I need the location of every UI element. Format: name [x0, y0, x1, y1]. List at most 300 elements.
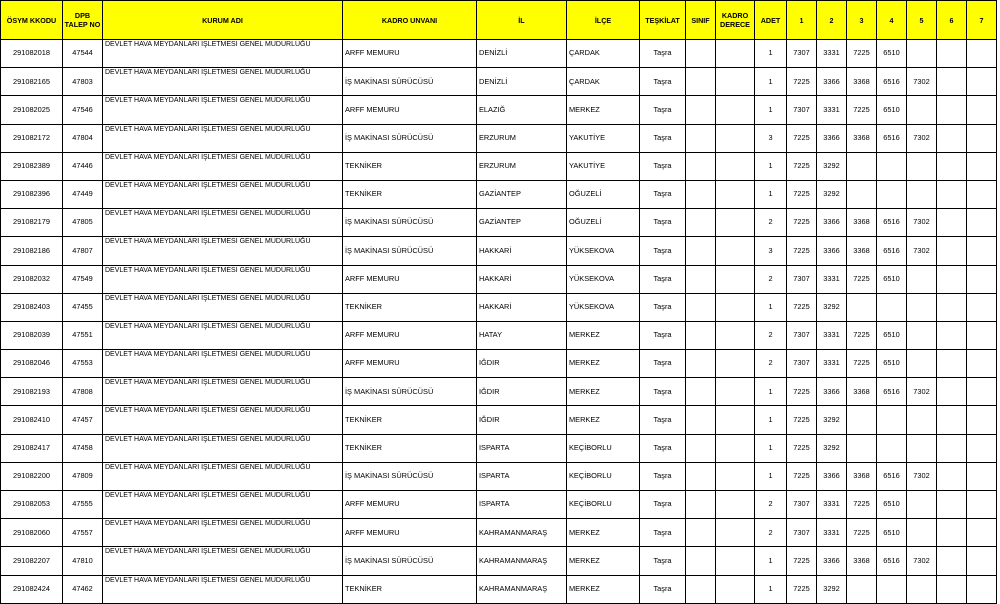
cell-col-5 [907, 434, 937, 462]
cell-ilce: KEÇİBORLU [567, 434, 640, 462]
cell-adet: 1 [755, 152, 787, 180]
cell-col-7 [967, 434, 997, 462]
cell-col-1: 7225 [787, 180, 817, 208]
cell-col-4 [877, 406, 907, 434]
cell-col-6 [937, 491, 967, 519]
cell-kurum-adi: DEVLET HAVA MEYDANLARI İŞLETMESİ GENEL MÜDÜRLÜĞÜ [103, 293, 343, 321]
cell-kadro-derece [716, 547, 755, 575]
cell-col-2: 3292 [817, 575, 847, 603]
cell-dpb-talep-no: 47803 [63, 68, 103, 96]
cell-teskilat: Taşra [640, 462, 686, 490]
cell-kurum-adi: DEVLET HAVA MEYDANLARI İŞLETMESİ GENEL MÜDÜRLÜĞÜ [103, 575, 343, 603]
cell-col-1: 7225 [787, 547, 817, 575]
cell-ilce: YAKUTİYE [567, 124, 640, 152]
cell-kadro-unvani: TEKNİKER [343, 293, 477, 321]
cell-sinif [686, 68, 716, 96]
cell-adet: 1 [755, 547, 787, 575]
cell-col-7 [967, 237, 997, 265]
cell-kadro-derece [716, 96, 755, 124]
cell-col-5 [907, 350, 937, 378]
cell-kadro-derece [716, 462, 755, 490]
cell-kadro-derece [716, 152, 755, 180]
cell-col-7 [967, 152, 997, 180]
cell-col-6 [937, 209, 967, 237]
cell-col-7 [967, 547, 997, 575]
cell-adet: 1 [755, 462, 787, 490]
cell-col-3: 7225 [847, 519, 877, 547]
cell-col-1: 7225 [787, 575, 817, 603]
cell-col-5: 7302 [907, 237, 937, 265]
cell-kurum-adi: DEVLET HAVA MEYDANLARI İŞLETMESİ GENEL MÜDÜRLÜĞÜ [103, 152, 343, 180]
cell-kadro-derece [716, 321, 755, 349]
cell-kadro-derece [716, 491, 755, 519]
cell-sinif [686, 547, 716, 575]
cell-teskilat: Taşra [640, 491, 686, 519]
table-row [1, 434, 997, 462]
header-dpb-talep-no: DPB TALEP NO [63, 1, 103, 40]
cell-dpb-talep-no: 47549 [63, 265, 103, 293]
cell-col-1: 7225 [787, 152, 817, 180]
cell-adet: 1 [755, 96, 787, 124]
cell-ilce: YÜKSEKOVA [567, 293, 640, 321]
cell-ilce: YÜKSEKOVA [567, 265, 640, 293]
cell-adet: 1 [755, 293, 787, 321]
cell-kadro-derece [716, 434, 755, 462]
table-header [1, 1, 997, 40]
header-sinif: SINIF [686, 1, 716, 40]
cell-kadro-unvani: ARFF MEMURU [343, 519, 477, 547]
cell-col-4 [877, 293, 907, 321]
cell-dpb-talep-no: 47458 [63, 434, 103, 462]
cell-col-3: 7225 [847, 265, 877, 293]
cell-kurum-adi: DEVLET HAVA MEYDANLARI İŞLETMESİ GENEL MÜDÜRLÜĞÜ [103, 491, 343, 519]
cell-col-1: 7307 [787, 265, 817, 293]
cell-il: IĞDIR [477, 378, 567, 406]
cell-col-3 [847, 434, 877, 462]
cell-col-3: 7225 [847, 350, 877, 378]
cell-ilce: MERKEZ [567, 547, 640, 575]
table-row [1, 321, 997, 349]
cell-col-7 [967, 378, 997, 406]
cell-osym-kodu: 291082039 [1, 321, 63, 349]
table-row [1, 293, 997, 321]
cell-teskilat: Taşra [640, 350, 686, 378]
cell-adet: 2 [755, 350, 787, 378]
cell-col-3: 3368 [847, 462, 877, 490]
cell-col-3 [847, 180, 877, 208]
cell-col-4: 6516 [877, 209, 907, 237]
cell-il: KAHRAMANMARAŞ [477, 519, 567, 547]
cell-col-4: 6510 [877, 350, 907, 378]
cell-col-1: 7225 [787, 68, 817, 96]
cell-il: HAKKARİ [477, 265, 567, 293]
cell-sinif [686, 406, 716, 434]
cell-osym-kodu: 291082207 [1, 547, 63, 575]
header-teskilat: TEŞKİLAT [640, 1, 686, 40]
cell-osym-kodu: 291082060 [1, 519, 63, 547]
cell-col-2: 3292 [817, 293, 847, 321]
cell-col-5 [907, 180, 937, 208]
cell-col-6 [937, 265, 967, 293]
cell-col-6 [937, 152, 967, 180]
cell-col-7 [967, 96, 997, 124]
cell-col-2: 3331 [817, 40, 847, 68]
cell-col-3 [847, 293, 877, 321]
cell-teskilat: Taşra [640, 519, 686, 547]
cell-kurum-adi: DEVLET HAVA MEYDANLARI İŞLETMESİ GENEL MÜDÜRLÜĞÜ [103, 462, 343, 490]
cell-teskilat: Taşra [640, 321, 686, 349]
cell-col-1: 7225 [787, 434, 817, 462]
cell-col-5: 7302 [907, 124, 937, 152]
cell-kadro-derece [716, 378, 755, 406]
cell-osym-kodu: 291082046 [1, 350, 63, 378]
cell-sinif [686, 491, 716, 519]
table-row [1, 350, 997, 378]
cell-col-5 [907, 265, 937, 293]
cell-teskilat: Taşra [640, 68, 686, 96]
cell-adet: 1 [755, 575, 787, 603]
cell-osym-kodu: 291082186 [1, 237, 63, 265]
cell-col-6 [937, 237, 967, 265]
cell-dpb-talep-no: 47805 [63, 209, 103, 237]
cell-kurum-adi: DEVLET HAVA MEYDANLARI İŞLETMESİ GENEL MÜDÜRLÜĞÜ [103, 209, 343, 237]
cell-col-4: 6516 [877, 68, 907, 96]
cell-osym-kodu: 291082165 [1, 68, 63, 96]
cell-col-7 [967, 350, 997, 378]
cell-osym-kodu: 291082410 [1, 406, 63, 434]
cell-col-6 [937, 547, 967, 575]
cell-osym-kodu: 291082179 [1, 209, 63, 237]
cell-adet: 3 [755, 237, 787, 265]
cell-kadro-unvani: TEKNİKER [343, 152, 477, 180]
cell-col-7 [967, 293, 997, 321]
table-row [1, 547, 997, 575]
cell-ilce: MERKEZ [567, 406, 640, 434]
cell-kadro-unvani: ARFF MEMURU [343, 265, 477, 293]
cell-dpb-talep-no: 47457 [63, 406, 103, 434]
cell-col-2: 3366 [817, 462, 847, 490]
cell-col-1: 7307 [787, 350, 817, 378]
cell-col-4 [877, 180, 907, 208]
cell-osym-kodu: 291082025 [1, 96, 63, 124]
cell-sinif [686, 209, 716, 237]
cell-col-2: 3292 [817, 152, 847, 180]
cell-adet: 1 [755, 68, 787, 96]
cell-ilce: KEÇİBORLU [567, 462, 640, 490]
cell-il: ERZURUM [477, 124, 567, 152]
cell-kurum-adi: DEVLET HAVA MEYDANLARI İŞLETMESİ GENEL MÜDÜRLÜĞÜ [103, 350, 343, 378]
cell-kadro-unvani: İŞ MAKİNASI SÜRÜCÜSÜ [343, 124, 477, 152]
cell-sinif [686, 434, 716, 462]
cell-adet: 1 [755, 406, 787, 434]
cell-col-5 [907, 491, 937, 519]
table-row [1, 406, 997, 434]
cell-col-5 [907, 321, 937, 349]
header-kurum-adi: KURUM ADI [103, 1, 343, 40]
cell-kadro-unvani: ARFF MEMURU [343, 350, 477, 378]
cell-il: ELAZIĞ [477, 96, 567, 124]
cell-col-2: 3366 [817, 378, 847, 406]
cell-col-2: 3366 [817, 547, 847, 575]
cell-col-7 [967, 321, 997, 349]
cell-ilce: YÜKSEKOVA [567, 237, 640, 265]
cell-col-1: 7225 [787, 293, 817, 321]
cell-col-3 [847, 575, 877, 603]
cell-col-6 [937, 96, 967, 124]
header-col-3: 3 [847, 1, 877, 40]
cell-adet: 2 [755, 321, 787, 349]
cell-col-5 [907, 293, 937, 321]
cell-col-4: 6516 [877, 237, 907, 265]
cell-col-7 [967, 462, 997, 490]
cell-col-5 [907, 40, 937, 68]
table-row [1, 209, 997, 237]
cell-col-1: 7225 [787, 209, 817, 237]
cell-col-7 [967, 491, 997, 519]
cell-col-6 [937, 40, 967, 68]
cell-kurum-adi: DEVLET HAVA MEYDANLARI İŞLETMESİ GENEL MÜDÜRLÜĞÜ [103, 237, 343, 265]
cell-col-1: 7225 [787, 406, 817, 434]
cell-il: GAZİANTEP [477, 180, 567, 208]
cell-col-5 [907, 406, 937, 434]
cell-col-5: 7302 [907, 68, 937, 96]
table-row [1, 491, 997, 519]
cell-col-1: 7225 [787, 378, 817, 406]
cell-col-7 [967, 265, 997, 293]
table-row [1, 378, 997, 406]
cell-kadro-unvani: ARFF MEMURU [343, 96, 477, 124]
cell-kurum-adi: DEVLET HAVA MEYDANLARI İŞLETMESİ GENEL MÜDÜRLÜĞÜ [103, 68, 343, 96]
cell-adet: 1 [755, 434, 787, 462]
cell-teskilat: Taşra [640, 152, 686, 180]
cell-dpb-talep-no: 47807 [63, 237, 103, 265]
cell-teskilat: Taşra [640, 265, 686, 293]
cell-col-1: 7307 [787, 491, 817, 519]
cell-col-7 [967, 209, 997, 237]
cell-adet: 2 [755, 209, 787, 237]
cell-sinif [686, 40, 716, 68]
cell-osym-kodu: 291082200 [1, 462, 63, 490]
cell-dpb-talep-no: 47544 [63, 40, 103, 68]
cell-col-5 [907, 519, 937, 547]
cell-kadro-derece [716, 237, 755, 265]
cell-col-2: 3331 [817, 265, 847, 293]
cell-kurum-adi: DEVLET HAVA MEYDANLARI İŞLETMESİ GENEL MÜDÜRLÜĞÜ [103, 321, 343, 349]
cell-kadro-unvani: İŞ MAKİNASI SÜRÜCÜSÜ [343, 378, 477, 406]
cell-teskilat: Taşra [640, 547, 686, 575]
cell-sinif [686, 293, 716, 321]
cell-kadro-unvani: ARFF MEMURU [343, 321, 477, 349]
cell-kurum-adi: DEVLET HAVA MEYDANLARI İŞLETMESİ GENEL MÜDÜRLÜĞÜ [103, 124, 343, 152]
header-ilce: İLÇE [567, 1, 640, 40]
cell-dpb-talep-no: 47553 [63, 350, 103, 378]
cell-col-4: 6510 [877, 519, 907, 547]
cell-kadro-unvani: İŞ MAKİNASI SÜRÜCÜSÜ [343, 547, 477, 575]
cell-teskilat: Taşra [640, 575, 686, 603]
cell-col-5: 7302 [907, 209, 937, 237]
cell-teskilat: Taşra [640, 40, 686, 68]
cell-kurum-adi: DEVLET HAVA MEYDANLARI İŞLETMESİ GENEL MÜDÜRLÜĞÜ [103, 40, 343, 68]
cell-col-6 [937, 434, 967, 462]
cell-col-4: 6510 [877, 40, 907, 68]
cell-dpb-talep-no: 47546 [63, 96, 103, 124]
cell-adet: 2 [755, 519, 787, 547]
cell-kadro-derece [716, 293, 755, 321]
cell-kurum-adi: DEVLET HAVA MEYDANLARI İŞLETMESİ GENEL MÜDÜRLÜĞÜ [103, 96, 343, 124]
cell-osym-kodu: 291082032 [1, 265, 63, 293]
cell-col-4: 6510 [877, 491, 907, 519]
cell-il: DENİZLİ [477, 68, 567, 96]
cell-col-5: 7302 [907, 547, 937, 575]
cell-osym-kodu: 291082389 [1, 152, 63, 180]
cell-col-7 [967, 519, 997, 547]
cell-col-6 [937, 124, 967, 152]
cell-col-6 [937, 575, 967, 603]
cell-kadro-unvani: TEKNİKER [343, 406, 477, 434]
cell-adet: 3 [755, 124, 787, 152]
cell-col-6 [937, 378, 967, 406]
cell-col-6 [937, 180, 967, 208]
table-row [1, 462, 997, 490]
cell-il: HATAY [477, 321, 567, 349]
cell-col-6 [937, 293, 967, 321]
cell-col-2: 3366 [817, 209, 847, 237]
cell-col-3: 3368 [847, 209, 877, 237]
cell-osym-kodu: 291082172 [1, 124, 63, 152]
cell-kadro-derece [716, 209, 755, 237]
cell-sinif [686, 124, 716, 152]
cell-sinif [686, 519, 716, 547]
table-row [1, 575, 997, 603]
cell-osym-kodu: 291082053 [1, 491, 63, 519]
cell-col-3 [847, 152, 877, 180]
cell-col-2: 3292 [817, 406, 847, 434]
cell-dpb-talep-no: 47557 [63, 519, 103, 547]
cell-dpb-talep-no: 47455 [63, 293, 103, 321]
cell-col-7 [967, 40, 997, 68]
cell-teskilat: Taşra [640, 293, 686, 321]
cell-col-7 [967, 406, 997, 434]
cell-col-2: 3331 [817, 350, 847, 378]
table-row [1, 68, 997, 96]
cell-sinif [686, 96, 716, 124]
cell-col-2: 3366 [817, 68, 847, 96]
cell-il: ISPARTA [477, 434, 567, 462]
cell-sinif [686, 321, 716, 349]
cell-dpb-talep-no: 47462 [63, 575, 103, 603]
cell-col-4: 6510 [877, 96, 907, 124]
cell-ilce: OĞUZELİ [567, 209, 640, 237]
header-osym-kodu: ÖSYM KKODU [1, 1, 63, 40]
cell-ilce: ÇARDAK [567, 40, 640, 68]
cell-kadro-derece [716, 575, 755, 603]
cell-osym-kodu: 291082424 [1, 575, 63, 603]
cell-ilce: ÇARDAK [567, 68, 640, 96]
cell-adet: 2 [755, 265, 787, 293]
table-row [1, 152, 997, 180]
cell-col-6 [937, 68, 967, 96]
cell-col-5 [907, 152, 937, 180]
cell-col-6 [937, 406, 967, 434]
cell-kadro-unvani: TEKNİKER [343, 180, 477, 208]
cell-il: ERZURUM [477, 152, 567, 180]
cell-col-7 [967, 68, 997, 96]
cell-ilce: KEÇİBORLU [567, 491, 640, 519]
header-adet: ADET [755, 1, 787, 40]
cell-kadro-derece [716, 124, 755, 152]
cell-osym-kodu: 291082193 [1, 378, 63, 406]
cell-kurum-adi: DEVLET HAVA MEYDANLARI İŞLETMESİ GENEL MÜDÜRLÜĞÜ [103, 180, 343, 208]
cell-col-6 [937, 350, 967, 378]
cell-dpb-talep-no: 47449 [63, 180, 103, 208]
table-body [1, 40, 997, 604]
cell-il: KAHRAMANMARAŞ [477, 575, 567, 603]
table-row [1, 237, 997, 265]
cell-col-5: 7302 [907, 462, 937, 490]
header-row [1, 1, 997, 40]
header-col-4: 4 [877, 1, 907, 40]
cell-kurum-adi: DEVLET HAVA MEYDANLARI İŞLETMESİ GENEL MÜDÜRLÜĞÜ [103, 547, 343, 575]
cell-col-3: 3368 [847, 124, 877, 152]
header-col-6: 6 [937, 1, 967, 40]
cell-teskilat: Taşra [640, 237, 686, 265]
cell-col-4 [877, 575, 907, 603]
cell-kadro-derece [716, 40, 755, 68]
cell-teskilat: Taşra [640, 209, 686, 237]
cell-kurum-adi: DEVLET HAVA MEYDANLARI İŞLETMESİ GENEL MÜDÜRLÜĞÜ [103, 378, 343, 406]
cell-col-1: 7225 [787, 462, 817, 490]
cell-col-5 [907, 575, 937, 603]
cell-col-1: 7307 [787, 519, 817, 547]
cell-col-4 [877, 152, 907, 180]
cell-col-4 [877, 434, 907, 462]
cell-col-4: 6510 [877, 265, 907, 293]
table-row [1, 180, 997, 208]
header-col-1: 1 [787, 1, 817, 40]
cell-col-3: 3368 [847, 68, 877, 96]
cell-ilce: YAKUTİYE [567, 152, 640, 180]
cell-col-2: 3331 [817, 96, 847, 124]
cell-sinif [686, 575, 716, 603]
cell-adet: 2 [755, 491, 787, 519]
cell-kadro-derece [716, 350, 755, 378]
cell-col-2: 3366 [817, 124, 847, 152]
cell-kadro-unvani: ARFF MEMURU [343, 40, 477, 68]
cell-dpb-talep-no: 47446 [63, 152, 103, 180]
cell-kadro-unvani: TEKNİKER [343, 434, 477, 462]
cell-dpb-talep-no: 47808 [63, 378, 103, 406]
cell-il: ISPARTA [477, 462, 567, 490]
cell-osym-kodu: 291082417 [1, 434, 63, 462]
table-row [1, 124, 997, 152]
cell-col-2: 3331 [817, 491, 847, 519]
cell-col-1: 7307 [787, 40, 817, 68]
cell-col-6 [937, 519, 967, 547]
cell-kurum-adi: DEVLET HAVA MEYDANLARI İŞLETMESİ GENEL MÜDÜRLÜĞÜ [103, 406, 343, 434]
cell-osym-kodu: 291082403 [1, 293, 63, 321]
cell-col-3: 7225 [847, 96, 877, 124]
table-row [1, 519, 997, 547]
cell-osym-kodu: 291082396 [1, 180, 63, 208]
cell-col-6 [937, 321, 967, 349]
header-col-2: 2 [817, 1, 847, 40]
header-col-5: 5 [907, 1, 937, 40]
cell-col-4: 6516 [877, 547, 907, 575]
header-il: İL [477, 1, 567, 40]
cell-kadro-unvani: ARFF MEMURU [343, 491, 477, 519]
cell-kadro-derece [716, 519, 755, 547]
cell-col-7 [967, 180, 997, 208]
